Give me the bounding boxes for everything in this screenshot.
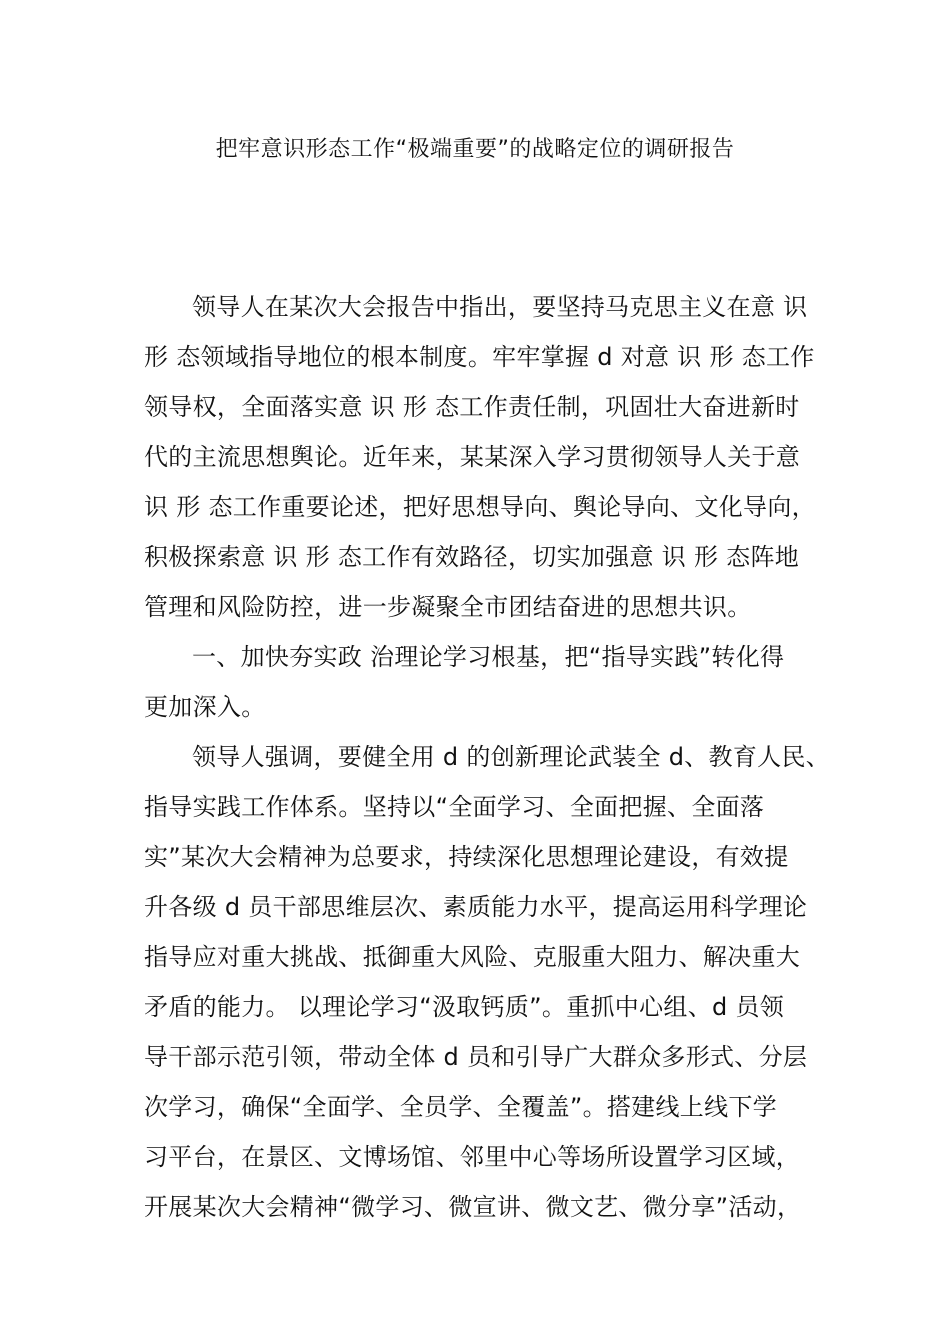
paragraph-line: 导干部示范引领，带动全体 d 员和引导广大群众多形式、分层 bbox=[144, 1043, 808, 1071]
paragraph-line: 指导应对重大挑战、抵御重大风险、克服重大阻力、解决重大 bbox=[144, 943, 801, 971]
paragraph-line: 形 态领域指导地位的根本制度。牢牢掌握 d 对意 识 形 态工作 bbox=[144, 343, 815, 371]
paragraph-line: 次学习，确保“全面学、全员学、全覆盖”。搭建线上线下学 bbox=[144, 1093, 777, 1121]
paragraph-line: 领导人强调，要健全用 d 的创新理论武装全 d、教育人民、 bbox=[192, 743, 831, 771]
paragraph-line: 领导权，全面落实意 识 形 态工作责任制，巩固壮大奋进新时 bbox=[144, 393, 800, 421]
paragraph-line: 管理和风险防控，进一步凝聚全市团结奋进的思想共识。 bbox=[144, 593, 752, 621]
paragraph-line: 领导人在某次大会报告中指出，要坚持马克思主义在意 识 bbox=[192, 293, 808, 321]
section-heading-line: 一、加快夯实政 治理论学习根基，把“指导实践”转化得 bbox=[192, 643, 785, 671]
paragraph-line: 实”某次大会精神为总要求，持续深化思想理论建设，有效提 bbox=[144, 843, 789, 871]
section-heading-line: 更加深入。 bbox=[144, 693, 266, 721]
document-body bbox=[144, 282, 831, 1232]
paragraph-line: 识 形 态工作重要论述，把好思想导向、舆论导向、文化导向， bbox=[144, 493, 816, 521]
paragraph-line: 矛盾的能力。 以理论学习“汲取钙质”。重抓中心组、d 员领 bbox=[144, 993, 785, 1021]
paragraph-line: 升各级 d 员干部思维层次、素质能力水平，提高运用科学理论 bbox=[144, 893, 808, 921]
paragraph-line: 开展某次大会精神“微学习、微宣讲、微文艺、微分享”活动， bbox=[144, 1193, 802, 1221]
document-title: 把牢意识形态工作“极端重要”的战略定位的调研报告 bbox=[215, 137, 735, 162]
paragraph-line: 习平台，在景区、文博场馆、邻里中心等场所设置学习区域， bbox=[144, 1143, 801, 1171]
paragraph-line: 指导实践工作体系。坚持以“全面学习、全面把握、全面落 bbox=[144, 793, 765, 821]
paragraph-line: 积极探索意 识 形 态工作有效路径，切实加强意 识 形 态阵地 bbox=[144, 543, 800, 571]
paragraph-line: 代的主流思想舆论。近年来，某某深入学习贯彻领导人关于意 bbox=[144, 443, 801, 471]
